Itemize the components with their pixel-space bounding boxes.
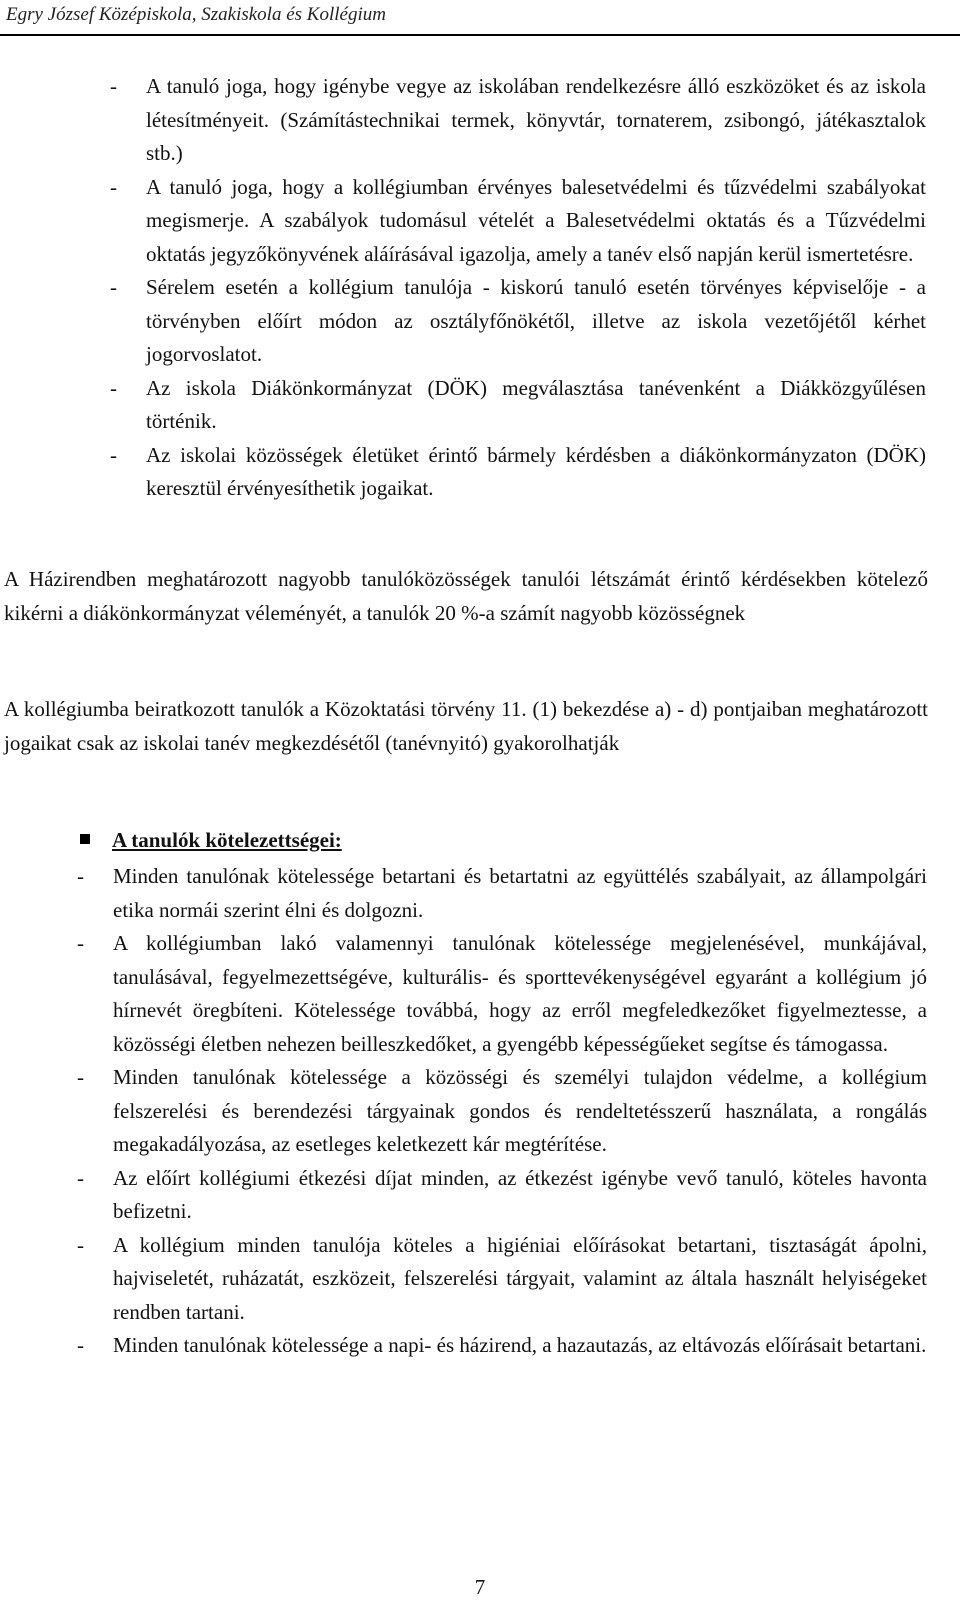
list-item: [110, 271, 926, 372]
list-item: [77, 1329, 927, 1363]
list-item-text: A tanuló joga, hogy a kollégiumban érvényes balesetvédelmi és tűzvédelmi szabályokat megismerje. A szabályok tudomásul vételét a Balesetvédelmi oktatás és a Tűzvédelmi oktatás jegyzőkönyvének aláírásával igazolja, amely a tanév első napján kerül ismertetésre.: [146, 174, 926, 266]
list-dash: -: [77, 1232, 84, 1257]
list-item: [110, 372, 926, 439]
list-item-text: Az előírt kollégiumi étkezési díjat minden, az étkezést igénybe vevő tanuló, köteles havonta befizetni.: [113, 1165, 927, 1223]
square-bullet-icon: [80, 834, 90, 844]
list-item: [77, 1061, 927, 1162]
list-item-text: Minden tanulónak kötelessége betartani és betartatni az együttélés szabályait, az állampolgári etika normái szerint élni és dolgozni.: [113, 864, 927, 922]
list-dash: -: [110, 275, 117, 299]
list-item: [110, 171, 926, 272]
list-item-text: Minden tanulónak kötelessége a közösségi és személyi tulajdon védelme, a kollégium felszerelési és berendezési tárgyainak gondos és rendeltetésszerű használata, a rongálás megakadályozása, az esetleges keletkezett kár megtérítése.: [113, 1065, 927, 1156]
list-item: [110, 439, 926, 506]
paragraph-enrollment-rights: A kollégiumba beiratkozott tanulók a Közoktatási törvény 11. (1) bekezdése a) - d) pontjaiban meghatározott jogaikat csak az iskolai tanév megkezdésétől (tanévnyitó) gyakorolhatják: [4, 697, 928, 755]
list-item-text: Minden tanulónak kötelessége a napi- és házirend, a hazautazás, az eltávozás előírásait betartani.: [113, 1333, 927, 1357]
obligations-heading: A tanulók kötelezettségei:: [112, 828, 342, 852]
list-item: [77, 860, 927, 927]
list-dash: -: [110, 174, 117, 199]
list-dash: -: [110, 74, 117, 98]
list-dash: -: [77, 1333, 84, 1357]
list-item-text: Az iskolai közösségek életüket érintő bármely kérdésben a diákönkormányzaton (DÖK) keresztül érvényesíthetik jogaikat.: [146, 442, 926, 500]
list-item: [77, 927, 927, 1061]
rights-list: [110, 70, 926, 506]
list-item-text: A kollégiumban lakó valamennyi tanulónak kötelessége megjelenésével, munkájával, tanulásával, fegyelmezettségéve, kulturális- és sporttevékenységével egyaránt a kollégium jó hírnevét öregbíteni. Kötelessége továbbá, hogy az erről megfeledkezőket figyelmeztesse, a közösségi életben nehezen beilleszkedőket, a gyengébb képességűeket segítse és támogassa.: [113, 931, 927, 1056]
header-divider: [0, 34, 960, 36]
list-dash: -: [77, 1165, 84, 1190]
page-number: 7: [474, 1575, 486, 1599]
obligations-list: [77, 860, 927, 1363]
list-dash: -: [77, 1065, 84, 1089]
list-dash: -: [110, 375, 117, 400]
list-dash: -: [77, 931, 84, 955]
page-header: Egry József Középiskola, Szakiskola és Kollégium: [6, 4, 386, 25]
list-item-text: A tanuló joga, hogy igénybe vegye az iskolában rendelkezésre álló eszközöket és az iskola létesítményeit. (Számítástechnikai termek, könyvtár, tornaterem, zsibongó, játékasztalok stb.): [146, 74, 926, 165]
list-item-text: Az iskola Diákönkormányzat (DÖK) megválasztása tanévenként a Diákközgyűlésen történik.: [146, 375, 926, 433]
list-item-text: Sérelem esetén a kollégium tanulója - kiskorú tanuló esetén törvényes képviselője - a törvényben előírt módon az osztályfőnökétől, illetve az iskola vezetőjétől kérhet jogorvoslatot.: [146, 275, 926, 366]
list-dash: -: [110, 442, 117, 467]
paragraph-student-communities: A Házirendben meghatározott nagyobb tanulóközösségek tanulói létszámát érintő kérdésekben kötelező kikérni a diákönkormányzat véleményét, a tanulók 20 %-a számít nagyobb közösségnek: [4, 567, 928, 625]
list-dash: -: [77, 864, 84, 888]
list-item-text: A kollégium minden tanulója köteles a higiéniai előírásokat betartani, tisztaságát ápolni, hajviseletét, ruházatát, eszközeit, felszerelési tárgyait, valamint az általa használt helyiségeket rendben tartani.: [113, 1232, 927, 1324]
list-item: [77, 1162, 927, 1229]
list-item: [110, 70, 926, 171]
list-item: [77, 1229, 927, 1330]
